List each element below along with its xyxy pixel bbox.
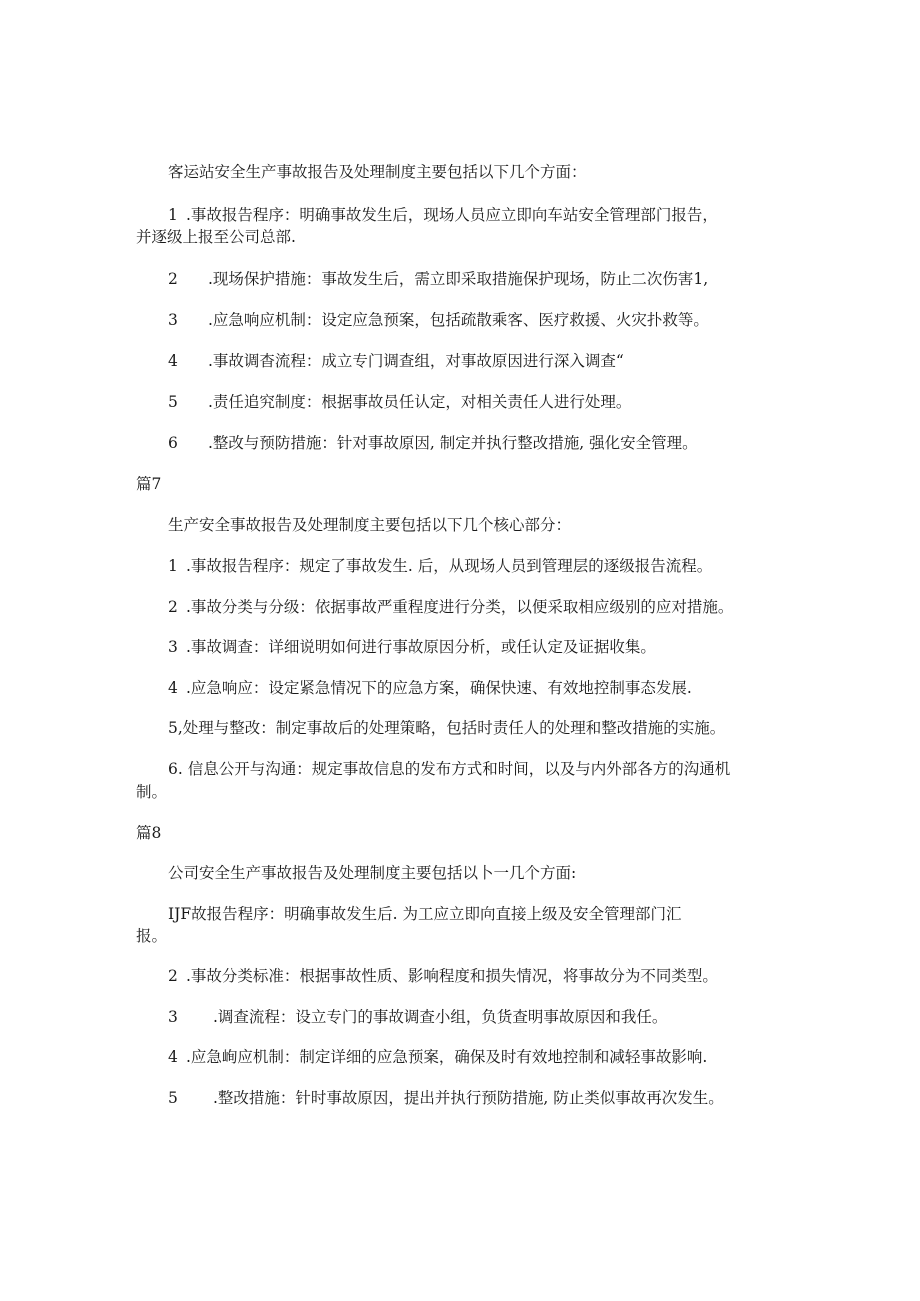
section-b-item-1 (168, 555, 712, 577)
item-text: .现场保护措施：事故发生后，需立即采取措施保护现场，防止二次伤害1, (208, 270, 709, 288)
item-number: 1 (168, 557, 178, 575)
item-text: .事故调查：详细说明如何进行事故原因分析，或任认定及证据收集。 (186, 638, 656, 656)
item-number: 5 (168, 1089, 178, 1107)
section-c-item-4 (168, 1046, 707, 1068)
item-number: 4 (168, 352, 178, 370)
section-b-item-6-continuation: 制。 (136, 783, 168, 801)
item-number: 6 (168, 434, 178, 452)
item-number: 3 (168, 1008, 178, 1026)
item-text: .事故分类与分级：依据事故严重程度进行分类，以便采取相应级别的应对措施。 (186, 598, 734, 616)
section-a-intro: 客运站安全生产事故报告及处理制度主要包括以下几个方面： (168, 163, 587, 181)
section-c-item-1: IJF故报告程序：明确事故发生后. 为工应立即向直接上级及安全管理部门汇 (168, 905, 682, 923)
item-text: .事故调杳流程：成立专门调查组，对事故原因进行深入调查“ (208, 352, 624, 370)
item-text: .调查流程：设立专门的事故调查小组，负货查明事故原因和我任。 (213, 1008, 668, 1026)
section-b-intro: 生产安全事故报告及处理制度主要包括以下几个核心部分： (168, 516, 572, 534)
item-number: 2 (168, 598, 178, 616)
section-c-item-1-continuation: 报。 (136, 927, 168, 945)
section-b-item-6: 6. 信息公开与沟通：规定事故信息的发布方式和时间，以及与内外部各方的沟通机 (168, 760, 731, 778)
item-number: 2 (168, 270, 178, 288)
item-text: .应急峋应机制：制定详细的应急预案，确保及时有效地控制和减轻事故影响. (186, 1048, 708, 1066)
item-text: .应急响应机制：设定应急预案，包括疏散乘客、医疗救援、火灾扑救等。 (208, 311, 709, 329)
item-number: 3 (168, 638, 178, 656)
section-b-item-5: 5,处理与整改：制定事故后的处理策略，包括时责任人的处理和整改措施的实施。 (168, 719, 726, 737)
item-text: .整改措施：针时事故原因，提出并执行预防措施, 防止类似事故再次发生。 (213, 1089, 724, 1107)
item-text: .整改与预防措施：针对事故原因, 制定并执行整改措施, 强化安全管理。 (208, 434, 698, 452)
item-number: 4 (168, 1048, 178, 1066)
item-number: 1 (168, 206, 178, 224)
section-a-item-6 (168, 432, 698, 454)
item-number: 4 (168, 679, 178, 697)
item-text: .事故报告程序：明确事故发生后，现场人员应立即向车站安全管理部门报告， (186, 206, 718, 224)
section-a-item-2 (168, 268, 708, 290)
item-text: .应急响应：设定紧急情况下的应急方案，确保快速、有效地控制事态发展. (186, 679, 692, 697)
section-a-item-1 (168, 204, 718, 226)
section-b-heading: 篇7 (136, 475, 162, 493)
item-text: .责任追究制度：根据事故员任认定，对相关责任人进行处理。 (208, 393, 632, 411)
section-a-item-5 (168, 391, 631, 413)
section-c-intro: 公司安全生产事故报告及处理制度主要包括以卜一几个方面: (168, 864, 577, 882)
section-a-item-1-continuation: 并逐级上报至公司总部. (136, 228, 296, 246)
section-c-heading: 篇8 (136, 824, 162, 842)
item-number: 5 (168, 393, 178, 411)
section-b-item-4 (168, 677, 692, 699)
section-a-item-3 (168, 309, 709, 331)
section-c-item-2 (168, 965, 718, 987)
item-text: .事故分类标准：根据事故性质、影响程度和损失情况，将事故分为不同类型。 (186, 967, 718, 985)
section-c-item-3 (168, 1006, 667, 1028)
item-number: 3 (168, 311, 178, 329)
section-b-item-3 (168, 636, 656, 658)
section-c-item-5 (168, 1087, 724, 1109)
section-a-item-4 (168, 350, 624, 372)
item-text: .事故报告程序：规定了事故发生. 后，从现场人员到管理层的逐级报告流程。 (186, 557, 713, 575)
item-number: 2 (168, 967, 178, 985)
section-b-item-2 (168, 596, 733, 618)
